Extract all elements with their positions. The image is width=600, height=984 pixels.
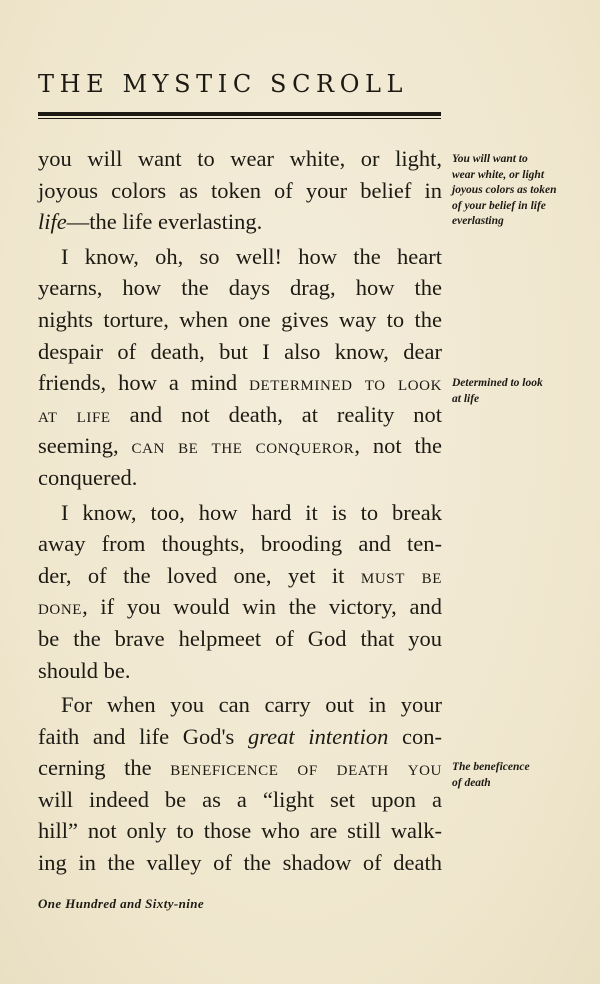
emphasis-life: life bbox=[38, 209, 67, 235]
margin-note-white: You will want to wear white, or light joyous colors as token of your belief in life everlasting bbox=[452, 153, 557, 227]
running-title: THE MYSTIC SCROLL bbox=[38, 70, 409, 98]
emphasis-great-intention: great intention bbox=[248, 723, 389, 749]
small-caps-phrase: beneficence of death you bbox=[170, 756, 442, 781]
text-line: ing in the valley of the shadow of death bbox=[38, 850, 442, 876]
text-line: For when you can carry out in your bbox=[61, 692, 442, 718]
body-text bbox=[38, 143, 442, 879]
page-number-folio: One Hundred and Sixty-nine bbox=[38, 896, 205, 911]
text-line: be the brave helpmeet of God that you bbox=[38, 625, 442, 651]
text-line: cerning the beneficence of death you bbox=[38, 755, 442, 781]
text-line: joyous colors as token of your belief in bbox=[38, 177, 442, 203]
text-line: der, of the loved one, yet it must be bbox=[38, 562, 443, 588]
text-line: life—the life everlasting. bbox=[38, 209, 263, 235]
text-line: I know, too, how hard it is to break bbox=[61, 499, 442, 525]
header-rule-thick bbox=[38, 112, 441, 116]
text-line: despair of death, but I also know, dear bbox=[38, 338, 442, 364]
margin-note-beneficence: The beneficence of death bbox=[452, 761, 530, 789]
small-caps-phrase: at life bbox=[38, 402, 111, 427]
text-line: I know, oh, so well! how the heart bbox=[61, 243, 442, 269]
small-caps-phrase: can be the conqueror bbox=[131, 434, 355, 459]
text-line: nights torture, when one gives way to the bbox=[38, 306, 442, 332]
page-header bbox=[38, 72, 441, 119]
text-line: conquered. bbox=[38, 464, 138, 490]
text-line: should be. bbox=[38, 657, 131, 683]
text-line: friends, how a mind determined to look bbox=[38, 370, 443, 396]
text-line: hill” not only to those who are still walk- bbox=[38, 818, 442, 844]
text-line: yearns, how the days drag, how the bbox=[38, 275, 442, 301]
header-rule-thin bbox=[38, 118, 441, 119]
text-line: at life and not death, at reality not bbox=[38, 401, 442, 427]
small-caps-phrase: must be bbox=[360, 563, 443, 588]
small-caps-phrase: done bbox=[38, 595, 83, 620]
margin-note-determined: Determined to look at life bbox=[452, 377, 543, 405]
text-line: done, if you would win the victory, and bbox=[38, 594, 442, 620]
text-line: away from thoughts, brooding and ten- bbox=[38, 531, 442, 557]
small-caps-phrase: determined to look bbox=[249, 371, 443, 396]
text-line: you will want to wear white, or light, bbox=[38, 146, 442, 171]
text-line: faith and life God's great intention con- bbox=[38, 723, 443, 749]
text-line: will indeed be as a “light set upon a bbox=[38, 786, 442, 812]
text-line: seeming, can be the conqueror, not the bbox=[38, 433, 442, 459]
